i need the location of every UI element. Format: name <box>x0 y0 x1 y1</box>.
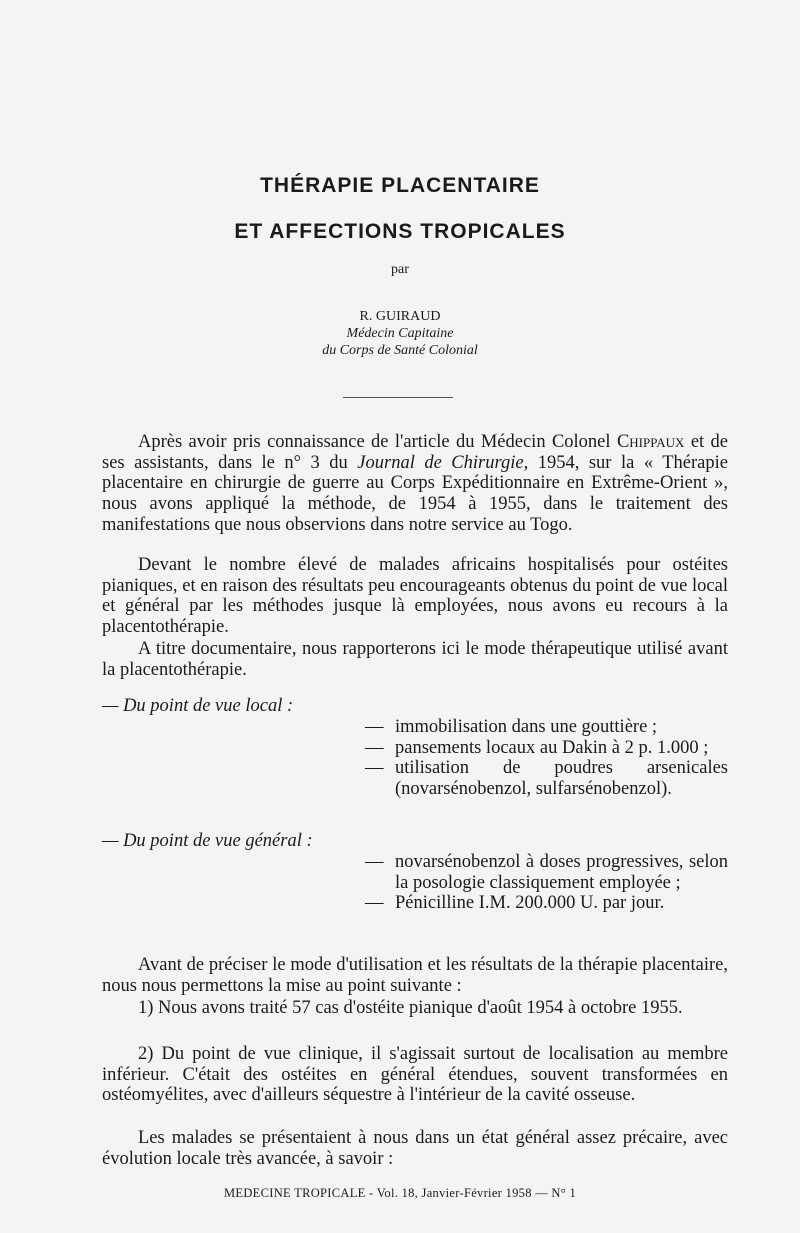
title-line-2: ET AFFECTIONS TROPICALES <box>234 220 566 243</box>
author-affiliation-1: Médecin Capitaine <box>346 326 454 341</box>
byline-par: par <box>391 262 409 277</box>
paragraph-3: A titre documentaire, nous rapporterons ici le mode thérapeutique utilisé avant la placentothérapie. <box>102 639 728 680</box>
paragraph-7: Les malades se présentaient à nous dans un état général assez précaire, avec évolution locale très avancée, à savoir : <box>102 1128 728 1169</box>
journal-title: Journal de Chirurgie, <box>357 452 529 473</box>
paragraph-2: Devant le nombre élevé de malades africains hospitalisés pour ostéites pianiques, et en raison des résultats peu encourageants obtenus du point de vue local et général par les méthodes jusque là employées, nous avons eu recours à la placentothérapie. <box>102 555 728 638</box>
cited-author: Chippaux <box>616 432 685 452</box>
heading-local: — Du point de vue local : <box>102 696 294 716</box>
paragraph-1 <box>102 432 728 536</box>
title-line-1: THÉRAPIE PLACENTAIRE <box>260 174 540 197</box>
p1-text-b: et de ses assistants, dans le n° 3 du <box>102 432 729 473</box>
general-treatment-list <box>365 852 728 914</box>
page-footer: MEDECINE TROPICALE - Vol. 18, Janvier-Février 1958 — N° 1 <box>223 1186 577 1200</box>
separator-rule <box>343 397 453 398</box>
list-item: — immobilisation dans une gouttière ; <box>365 717 728 738</box>
paragraph-4: Avant de préciser le mode d'utilisation et les résultats de la thérapie placentaire, nous nous permettons la mise au point suivante : <box>102 955 728 996</box>
author-name: R. GUIRAUD <box>359 309 441 324</box>
list-item: — pansements locaux au Dakin à 2 p. 1.000 ; <box>365 738 728 759</box>
p1-text-a: Après avoir pris connaissance de l'article du Médecin Colonel <box>138 432 611 452</box>
local-treatment-list <box>365 717 728 800</box>
list-item: — utilisation de poudres arsenicales (novarsénobenzol, sulfarsénobenzol). <box>365 758 728 799</box>
heading-general: — Du point de vue général : <box>102 831 313 851</box>
author-affiliation-2: du Corps de Santé Colonial <box>322 343 478 358</box>
list-item: — novarsénobenzol à doses progressives, selon la posologie classiquement employée ; <box>365 852 728 893</box>
paragraph-5: 1) Nous avons traité 57 cas d'ostéite pianique d'août 1954 à octobre 1955. <box>138 998 683 1018</box>
paragraph-6: 2) Du point de vue clinique, il s'agissait surtout de localisation au membre inférieur. C'était des ostéites en général étendues, souvent transformées en ostéomyélites, avec d'ailleurs séquestre à l'intérieur de la cavité osseuse. <box>102 1044 728 1106</box>
p1-text-c: 1954, sur la « Thérapie placentaire en chirurgie de guerre au Corps Expéditionnaire en Extrême-Orient », nous avons appliqué la méthode, de 1954 à 1955, dans le traitement des manifestations que nous observions dans notre service au Togo. <box>102 452 728 535</box>
list-item: — Pénicilline I.M. 200.000 U. par jour. <box>365 893 728 914</box>
